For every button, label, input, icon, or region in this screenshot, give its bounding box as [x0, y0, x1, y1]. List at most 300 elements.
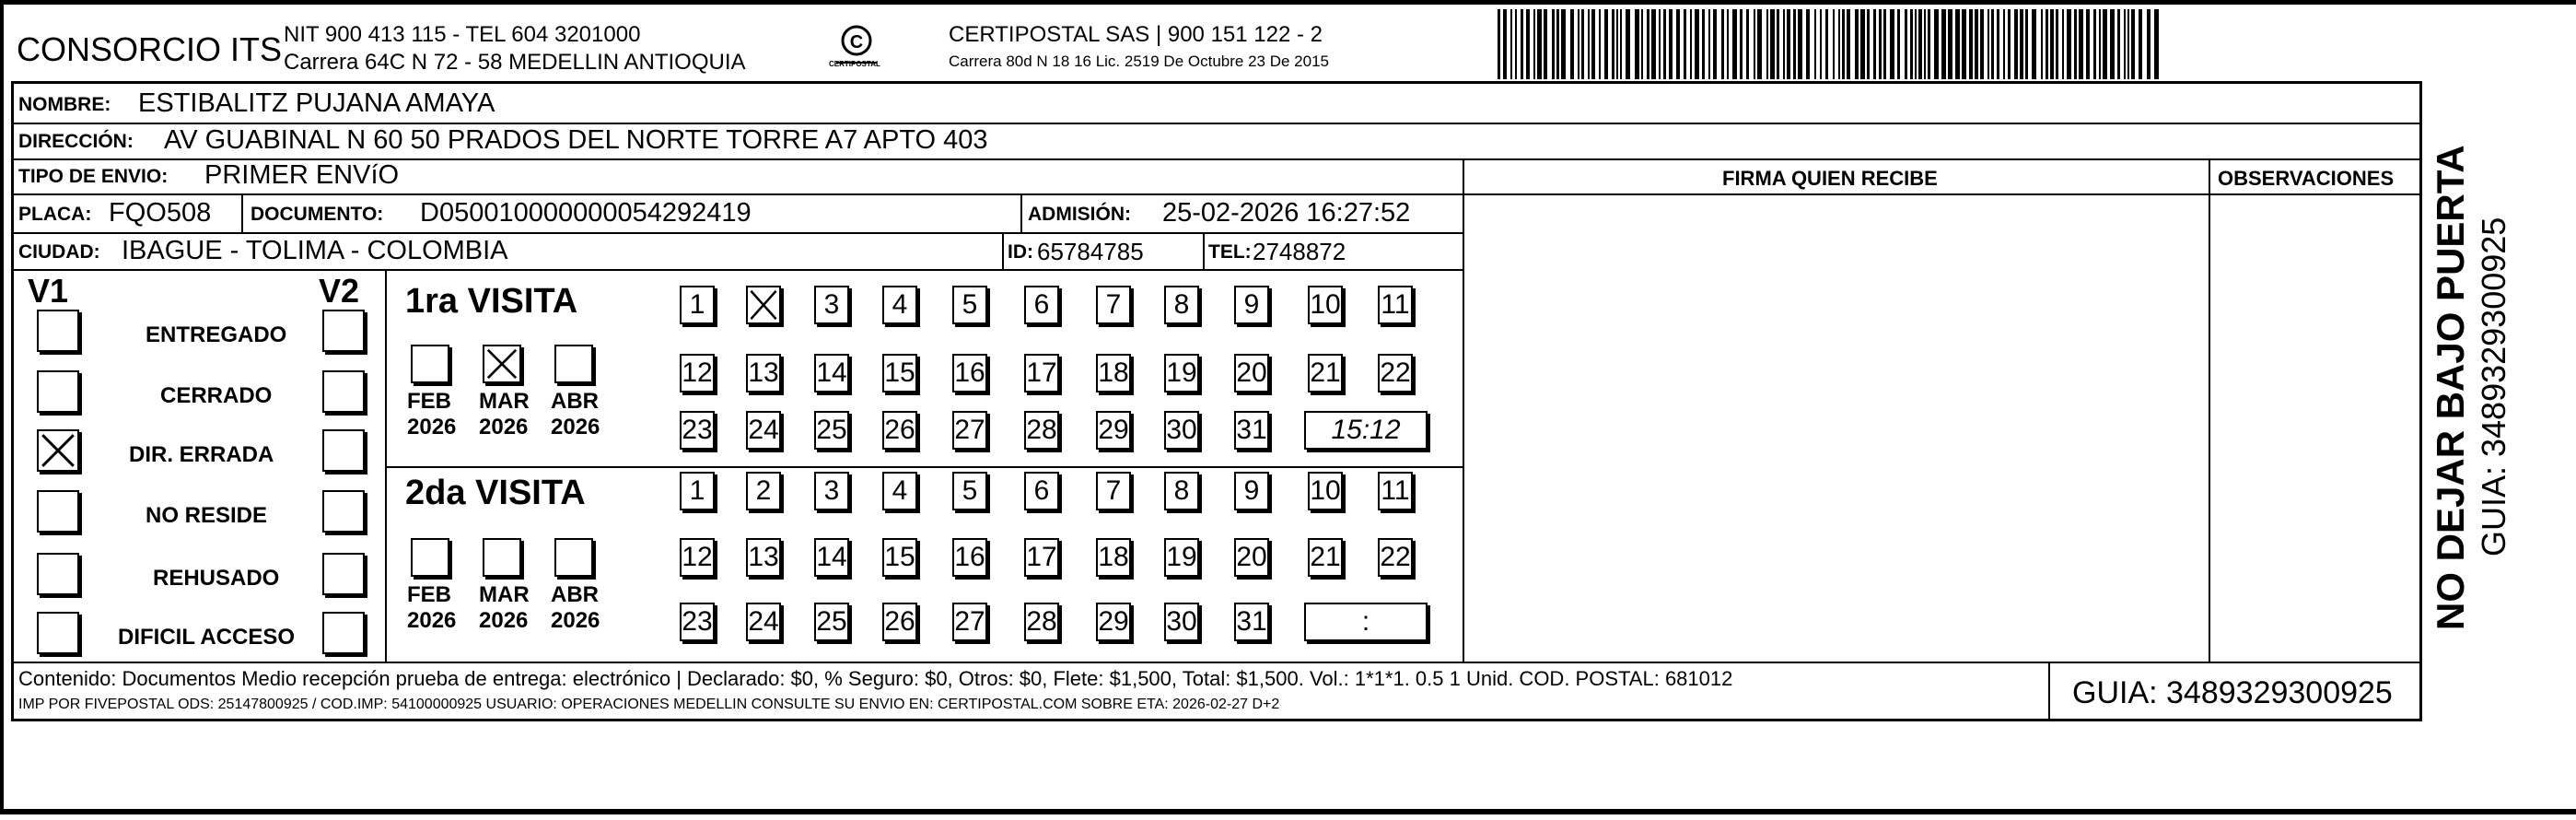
day-number: 8	[1173, 289, 1190, 320]
day-number: 27	[954, 415, 985, 445]
day-box[interactable]	[1164, 603, 1199, 641]
barcode-bar	[1702, 9, 1705, 79]
tel-divider	[1203, 234, 1205, 269]
x-mark-icon	[748, 287, 779, 322]
barcode-bar	[2079, 9, 2083, 79]
day-box[interactable]	[746, 354, 781, 392]
barcode-bar	[2103, 9, 2107, 79]
day-number: 22	[1380, 542, 1411, 572]
barcode-bar	[1552, 9, 1555, 79]
barcode-bar	[1873, 9, 1876, 79]
day-box[interactable]	[1164, 538, 1199, 577]
svg-text:C: C	[849, 32, 864, 53]
v1-checkbox[interactable]	[37, 310, 79, 352]
day-number: 20	[1236, 542, 1267, 572]
barcode-bar	[1713, 9, 1717, 79]
barcode-bar	[1969, 9, 1973, 79]
barcode-bar	[2074, 9, 2077, 79]
day-box[interactable]	[1024, 354, 1059, 392]
v1-label: V1	[28, 272, 69, 310]
id-value: 65784785	[1037, 238, 1144, 265]
day-box[interactable]	[680, 538, 715, 577]
barcode-bar	[1806, 9, 1810, 79]
barcode-bar	[1690, 9, 1692, 79]
day-box[interactable]	[952, 411, 987, 450]
day-box[interactable]	[680, 472, 715, 510]
logo-icon	[829, 22, 884, 77]
tel-label: TEL:	[1208, 241, 1252, 263]
barcode-bar	[1842, 9, 1845, 79]
day-number: 30	[1166, 415, 1197, 445]
nombre-value: ESTIBALITZ PUJANA AMAYA	[138, 88, 495, 118]
v1-checkbox[interactable]	[37, 553, 79, 595]
day-number: 25	[816, 415, 847, 445]
day-box[interactable]	[1024, 286, 1059, 324]
footer-guia: GUIA: 3489329300925	[2072, 675, 2393, 710]
day-number: 5	[962, 475, 978, 506]
day-box[interactable]	[746, 411, 781, 450]
barcode-bar	[2093, 9, 2096, 79]
day-box[interactable]	[680, 286, 715, 324]
day-box[interactable]	[1234, 354, 1269, 392]
day-number: 29	[1098, 415, 1129, 445]
v2-checkbox[interactable]	[322, 370, 365, 413]
barcode-bar	[1783, 9, 1785, 79]
day-box[interactable]	[882, 411, 917, 450]
barcode-bar	[1962, 9, 1966, 79]
day-box[interactable]	[1164, 472, 1199, 510]
id-label: ID:	[1008, 241, 1033, 263]
day-number: 27	[954, 606, 985, 637]
day-number: 1	[689, 475, 705, 506]
day-number: 31	[1236, 415, 1267, 445]
day-box[interactable]	[746, 603, 781, 641]
day-number: 17	[1026, 357, 1057, 388]
barcode-bar	[1855, 9, 1859, 79]
placa-divider	[241, 195, 243, 232]
barcode-bar	[1838, 9, 1840, 79]
day-number: 6	[1033, 475, 1050, 506]
day-box[interactable]	[814, 286, 849, 324]
day-box[interactable]	[882, 538, 917, 577]
admision-label: ADMISIÓN:	[1028, 204, 1131, 225]
bottom-scan-edge	[0, 809, 2576, 814]
sender-address: Carrera 64C N 72 - 58 MEDELLIN ANTIOQUIA	[284, 50, 746, 75]
year-label: 2026	[551, 415, 600, 439]
barcode-bar	[1757, 9, 1762, 79]
month-label: MAR	[479, 582, 530, 607]
visit-divider	[385, 466, 1464, 468]
day-number: 26	[884, 415, 915, 445]
day-box[interactable]	[1164, 286, 1199, 324]
barcode-bar	[2008, 9, 2011, 79]
visit-1-title: 1ra VISITA	[405, 282, 578, 321]
barcode-bar	[1955, 9, 1960, 79]
day-box[interactable]	[1096, 603, 1131, 641]
day-box[interactable]	[1378, 286, 1413, 324]
v1-checkbox[interactable]	[37, 490, 79, 533]
barcode-bar	[1510, 9, 1512, 79]
day-number: 15	[884, 542, 915, 572]
x-mark-icon	[39, 431, 77, 470]
year-label: 2026	[407, 415, 457, 439]
barcode-bar	[2067, 9, 2071, 79]
barcode-bar	[1777, 9, 1779, 79]
barcode-bar	[1616, 9, 1618, 79]
day-box[interactable]	[1164, 354, 1199, 392]
day-box[interactable]	[814, 603, 849, 641]
left-scan-edge	[0, 0, 4, 814]
tipo-envio-label: TIPO DE ENVIO:	[18, 166, 169, 187]
barcode-bar	[1727, 9, 1729, 79]
month-checkbox[interactable]	[411, 345, 449, 383]
day-box[interactable]	[680, 411, 715, 450]
footer-line	[11, 662, 2422, 663]
day-number: 14	[816, 542, 847, 572]
barcode-bar	[1651, 9, 1656, 79]
day-number: 4	[892, 475, 908, 506]
day-box[interactable]	[882, 286, 917, 324]
barcode-bar	[1721, 9, 1724, 79]
barcode-bar	[1910, 9, 1913, 79]
v2-checkbox[interactable]	[322, 490, 365, 533]
barcode-bar	[1570, 9, 1574, 79]
documento-label: DOCUMENTO:	[251, 204, 384, 225]
day-box[interactable]	[952, 472, 987, 510]
day-number: 21	[1310, 542, 1341, 572]
ciudad-label: CIUDAD:	[18, 241, 100, 263]
barcode-bar	[1997, 9, 1999, 79]
month-checkbox[interactable]	[483, 538, 521, 577]
barcode-bar	[1915, 9, 1917, 79]
day-box[interactable]	[746, 472, 781, 510]
documento-value: D050010000000054292419	[420, 198, 752, 228]
visit-2-title: 2da VISITA	[405, 474, 586, 512]
barcode-bar	[1860, 9, 1865, 79]
ciudad-value: IBAGUE - TOLIMA - COLOMBIA	[122, 236, 508, 265]
barcode-bar	[2099, 9, 2101, 79]
day-number: 23	[682, 415, 713, 445]
day-number: 19	[1166, 357, 1197, 388]
id-divider	[1002, 234, 1004, 269]
day-box[interactable]	[1096, 472, 1131, 510]
day-box[interactable]	[680, 603, 715, 641]
day-number: 24	[748, 606, 779, 637]
barcode-bar	[1883, 9, 1886, 79]
barcode-bar	[2014, 9, 2018, 79]
status-label: DIFICIL ACCESO	[118, 625, 296, 650]
barcode-bar	[2003, 9, 2005, 79]
day-box[interactable]	[952, 538, 987, 577]
day-box[interactable]	[1234, 411, 1269, 450]
day-box[interactable]	[1234, 603, 1269, 641]
barcode-bar	[1669, 9, 1673, 79]
barcode-bar	[2032, 9, 2036, 79]
status-label: CERRADO	[160, 383, 273, 408]
day-number: 10	[1310, 475, 1341, 506]
barcode-bar	[1544, 9, 1547, 79]
placa-label: PLACA:	[18, 204, 92, 225]
barcode-bar	[1770, 9, 1775, 79]
row-line	[11, 269, 1464, 271]
day-number: 14	[816, 357, 847, 388]
barcode-bar	[1561, 9, 1566, 79]
day-number: 20	[1236, 357, 1267, 388]
day-number: 17	[1026, 542, 1057, 572]
barcode-bar	[1740, 9, 1743, 79]
day-box[interactable]	[1096, 354, 1131, 392]
day-box[interactable]	[1308, 538, 1343, 577]
day-box[interactable]	[1308, 472, 1343, 510]
month-label: FEB	[407, 582, 451, 607]
barcode-bar	[1708, 9, 1710, 79]
day-number: 12	[682, 542, 713, 572]
barcode-bar	[1820, 9, 1822, 79]
barcode-bar	[2127, 9, 2129, 79]
barcode-bar	[1659, 9, 1661, 79]
barcode-bar	[1641, 9, 1643, 79]
barcode-bar	[2056, 9, 2058, 79]
month-label: ABR	[551, 389, 599, 414]
day-number: 26	[884, 606, 915, 637]
day-box[interactable]	[746, 286, 781, 324]
barcode-bar	[1533, 9, 1535, 79]
day-number: 12	[682, 357, 713, 388]
day-number: 28	[1026, 606, 1057, 637]
barcode-bar	[1612, 9, 1614, 79]
barcode-bar	[1798, 9, 1802, 79]
day-box[interactable]	[1234, 472, 1269, 510]
day-box[interactable]	[814, 538, 849, 577]
barcode-bar	[1934, 9, 1939, 79]
day-number: 2	[755, 475, 772, 506]
v2-checkbox[interactable]	[322, 612, 365, 654]
row-line	[11, 193, 2422, 195]
day-number: 7	[1105, 289, 1122, 320]
day-number: 30	[1166, 606, 1197, 637]
day-box[interactable]	[882, 472, 917, 510]
month-label: ABR	[551, 582, 599, 607]
day-number: 23	[682, 606, 713, 637]
day-box[interactable]	[1378, 538, 1413, 577]
day-box[interactable]	[1024, 411, 1059, 450]
v1-checkbox[interactable]	[37, 370, 79, 413]
day-box[interactable]	[1378, 354, 1413, 392]
day-number: 16	[954, 357, 985, 388]
barcode-bar	[1754, 9, 1755, 79]
visit-time-box[interactable]: :	[1304, 603, 1428, 641]
day-box[interactable]	[1308, 354, 1343, 392]
status-label: NO RESIDE	[146, 503, 268, 528]
barcode-bar	[1787, 9, 1790, 79]
barcode-bar	[1924, 9, 1926, 79]
visit-time-box[interactable]: 15:12	[1304, 411, 1428, 450]
admision-divider	[1020, 195, 1022, 232]
direccion-label: DIRECCIÓN:	[18, 131, 134, 152]
barcode-bar	[1975, 9, 1978, 79]
day-number: 3	[823, 289, 840, 320]
day-box[interactable]	[1378, 472, 1413, 510]
barcode-bar	[1588, 9, 1590, 79]
barcode-bar	[1928, 9, 1930, 79]
day-number: 28	[1026, 415, 1057, 445]
logo-wordmark: CERTIPOSTAL	[829, 60, 880, 68]
day-number: 10	[1310, 289, 1341, 320]
barcode-bar	[1980, 9, 1984, 79]
barcode-bar	[1766, 9, 1768, 79]
barcode-bar	[2147, 9, 2151, 79]
day-number: 15	[884, 357, 915, 388]
month-checkbox[interactable]	[554, 538, 593, 577]
month-label: MAR	[479, 389, 530, 414]
barcode-bar	[2020, 9, 2023, 79]
day-number: 3	[823, 475, 840, 506]
barcode-bar	[2041, 9, 2043, 79]
day-box[interactable]	[952, 603, 987, 641]
barcode-bar	[2050, 9, 2054, 79]
day-number: 4	[892, 289, 908, 320]
barcode-bar	[1556, 9, 1559, 79]
guia-divider	[2048, 663, 2050, 721]
barcode-bar	[1746, 9, 1749, 79]
barcode-bar	[1897, 9, 1900, 79]
day-box[interactable]	[1234, 286, 1269, 324]
day-box[interactable]	[1024, 472, 1059, 510]
day-box[interactable]	[814, 354, 849, 392]
month-checkbox[interactable]	[483, 345, 521, 383]
barcode-bar	[1941, 9, 1946, 79]
barcode-bar	[1626, 9, 1630, 79]
day-box[interactable]	[814, 472, 849, 510]
side-warning: NO DEJAR BAJO PUERTA	[2429, 145, 2472, 630]
row-line	[11, 232, 1464, 234]
admision-value: 25-02-2026 16:27:52	[1162, 198, 1411, 228]
certipostal-logo	[829, 22, 884, 77]
day-box[interactable]	[1234, 538, 1269, 577]
license-line: Carrera 80d N 18 16 Lic. 2519 De Octubre 23 De 2015	[949, 53, 1329, 70]
barcode-bar	[1948, 9, 1952, 79]
day-number: 19	[1166, 542, 1197, 572]
barcode-bar	[2124, 9, 2126, 79]
barcode-bar	[1793, 9, 1796, 79]
day-number: 18	[1098, 357, 1129, 388]
barcode-bar	[2062, 9, 2064, 79]
barcode-bar	[2131, 9, 2135, 79]
footer-imp-line: IMP POR FIVEPOSTAL ODS: 25147800925 / COD.IMP: 54100000925 USUARIO: OPERACIONES MEDELLIN CONSULTE SU ENVIO EN: CERTIPOSTAL.COM SOBRE ETA: 2026-02-27 D+2	[18, 697, 1280, 712]
day-number: 11	[1381, 475, 1410, 506]
day-number: 9	[1243, 289, 1260, 320]
barcode-bar	[1620, 9, 1622, 79]
barcode-bar	[1604, 9, 1608, 79]
year-label: 2026	[479, 415, 529, 439]
barcode-bar	[1647, 9, 1649, 79]
row-line	[11, 123, 2422, 124]
obs-divider	[2209, 158, 2210, 662]
barcode-bar	[2139, 9, 2142, 79]
barcode-bar	[2154, 9, 2159, 79]
v2-checkbox[interactable]	[322, 553, 365, 595]
day-box[interactable]	[952, 354, 987, 392]
nombre-label: NOMBRE:	[18, 94, 111, 115]
month-checkbox[interactable]	[411, 538, 449, 577]
barcode-bar	[2117, 9, 2120, 79]
barcode-bar	[1918, 9, 1922, 79]
day-number: 16	[954, 542, 985, 572]
day-box[interactable]	[1308, 286, 1343, 324]
barcode-bar	[1581, 9, 1584, 79]
month-label: FEB	[407, 389, 451, 414]
x-mark-icon	[484, 346, 519, 381]
day-number: 13	[748, 542, 779, 572]
v2-checkbox[interactable]	[322, 310, 365, 352]
nit-line: NIT 900 413 115 - TEL 604 3201000	[284, 22, 641, 47]
day-box[interactable]	[882, 354, 917, 392]
day-box[interactable]	[1096, 411, 1131, 450]
footer-content-line: Contenido: Documentos Medio recepción prueba de entrega: electrónico | Declarado: $0, % Seguro: $0, Otros: $0, Flete: $1,500, Total: $1,500. Vol.: 1*1*1. 0.5 1 Unid. COD. POSTAL: 681012	[18, 667, 1733, 690]
day-number: 11	[1381, 289, 1410, 320]
barcode-bar	[2110, 9, 2115, 79]
barcode-bar	[1684, 9, 1686, 79]
status-label: REHUSADO	[153, 566, 280, 591]
day-box[interactable]	[1096, 538, 1131, 577]
barcode-bar	[1521, 9, 1523, 79]
day-box[interactable]	[1164, 411, 1199, 450]
firma-divider	[1463, 158, 1464, 662]
barcode-bar	[2046, 9, 2048, 79]
barcode	[1498, 9, 2161, 79]
status-label: DIR. ERRADA	[129, 442, 274, 467]
day-number: 1	[689, 289, 705, 320]
barcode-bar	[1578, 9, 1579, 79]
barcode-bar	[1503, 9, 1507, 79]
tipo-envio-value: PRIMER ENVíO	[204, 160, 400, 190]
barcode-bar	[1732, 9, 1737, 79]
barcode-bar	[1635, 9, 1639, 79]
barcode-bar	[1905, 9, 1907, 79]
day-number: 9	[1243, 475, 1260, 506]
day-box[interactable]	[814, 411, 849, 450]
observaciones-header: OBSERVACIONES	[2218, 167, 2395, 190]
barcode-bar	[1526, 9, 1530, 79]
day-number: 24	[748, 415, 779, 445]
day-box[interactable]	[1024, 603, 1059, 641]
barcode-bar	[1879, 9, 1882, 79]
barcode-bar	[1676, 9, 1680, 79]
v1-checkbox[interactable]	[37, 612, 79, 654]
day-box[interactable]	[1096, 286, 1131, 324]
year-label: 2026	[407, 608, 457, 633]
day-number: 5	[962, 289, 978, 320]
status-label: ENTREGADO	[146, 322, 287, 347]
barcode-bar	[1537, 9, 1542, 79]
day-box[interactable]	[882, 603, 917, 641]
barcode-bar	[1991, 9, 1994, 79]
day-number: 21	[1310, 357, 1341, 388]
v2-checkbox[interactable]	[322, 429, 365, 472]
day-box[interactable]	[680, 354, 715, 392]
day-number: 7	[1105, 475, 1122, 506]
day-box[interactable]	[952, 286, 987, 324]
barcode-bar	[1695, 9, 1699, 79]
month-checkbox[interactable]	[554, 345, 593, 383]
direccion-value: AV GUABINAL N 60 50 PRADOS DEL NORTE TORRE A7 APTO 403	[164, 125, 988, 155]
day-box[interactable]	[746, 538, 781, 577]
year-label: 2026	[551, 608, 600, 633]
v1-checkbox[interactable]	[37, 429, 79, 472]
top-scan-edge	[0, 0, 2576, 5]
barcode-bar	[1987, 9, 1989, 79]
day-box[interactable]	[1024, 538, 1059, 577]
